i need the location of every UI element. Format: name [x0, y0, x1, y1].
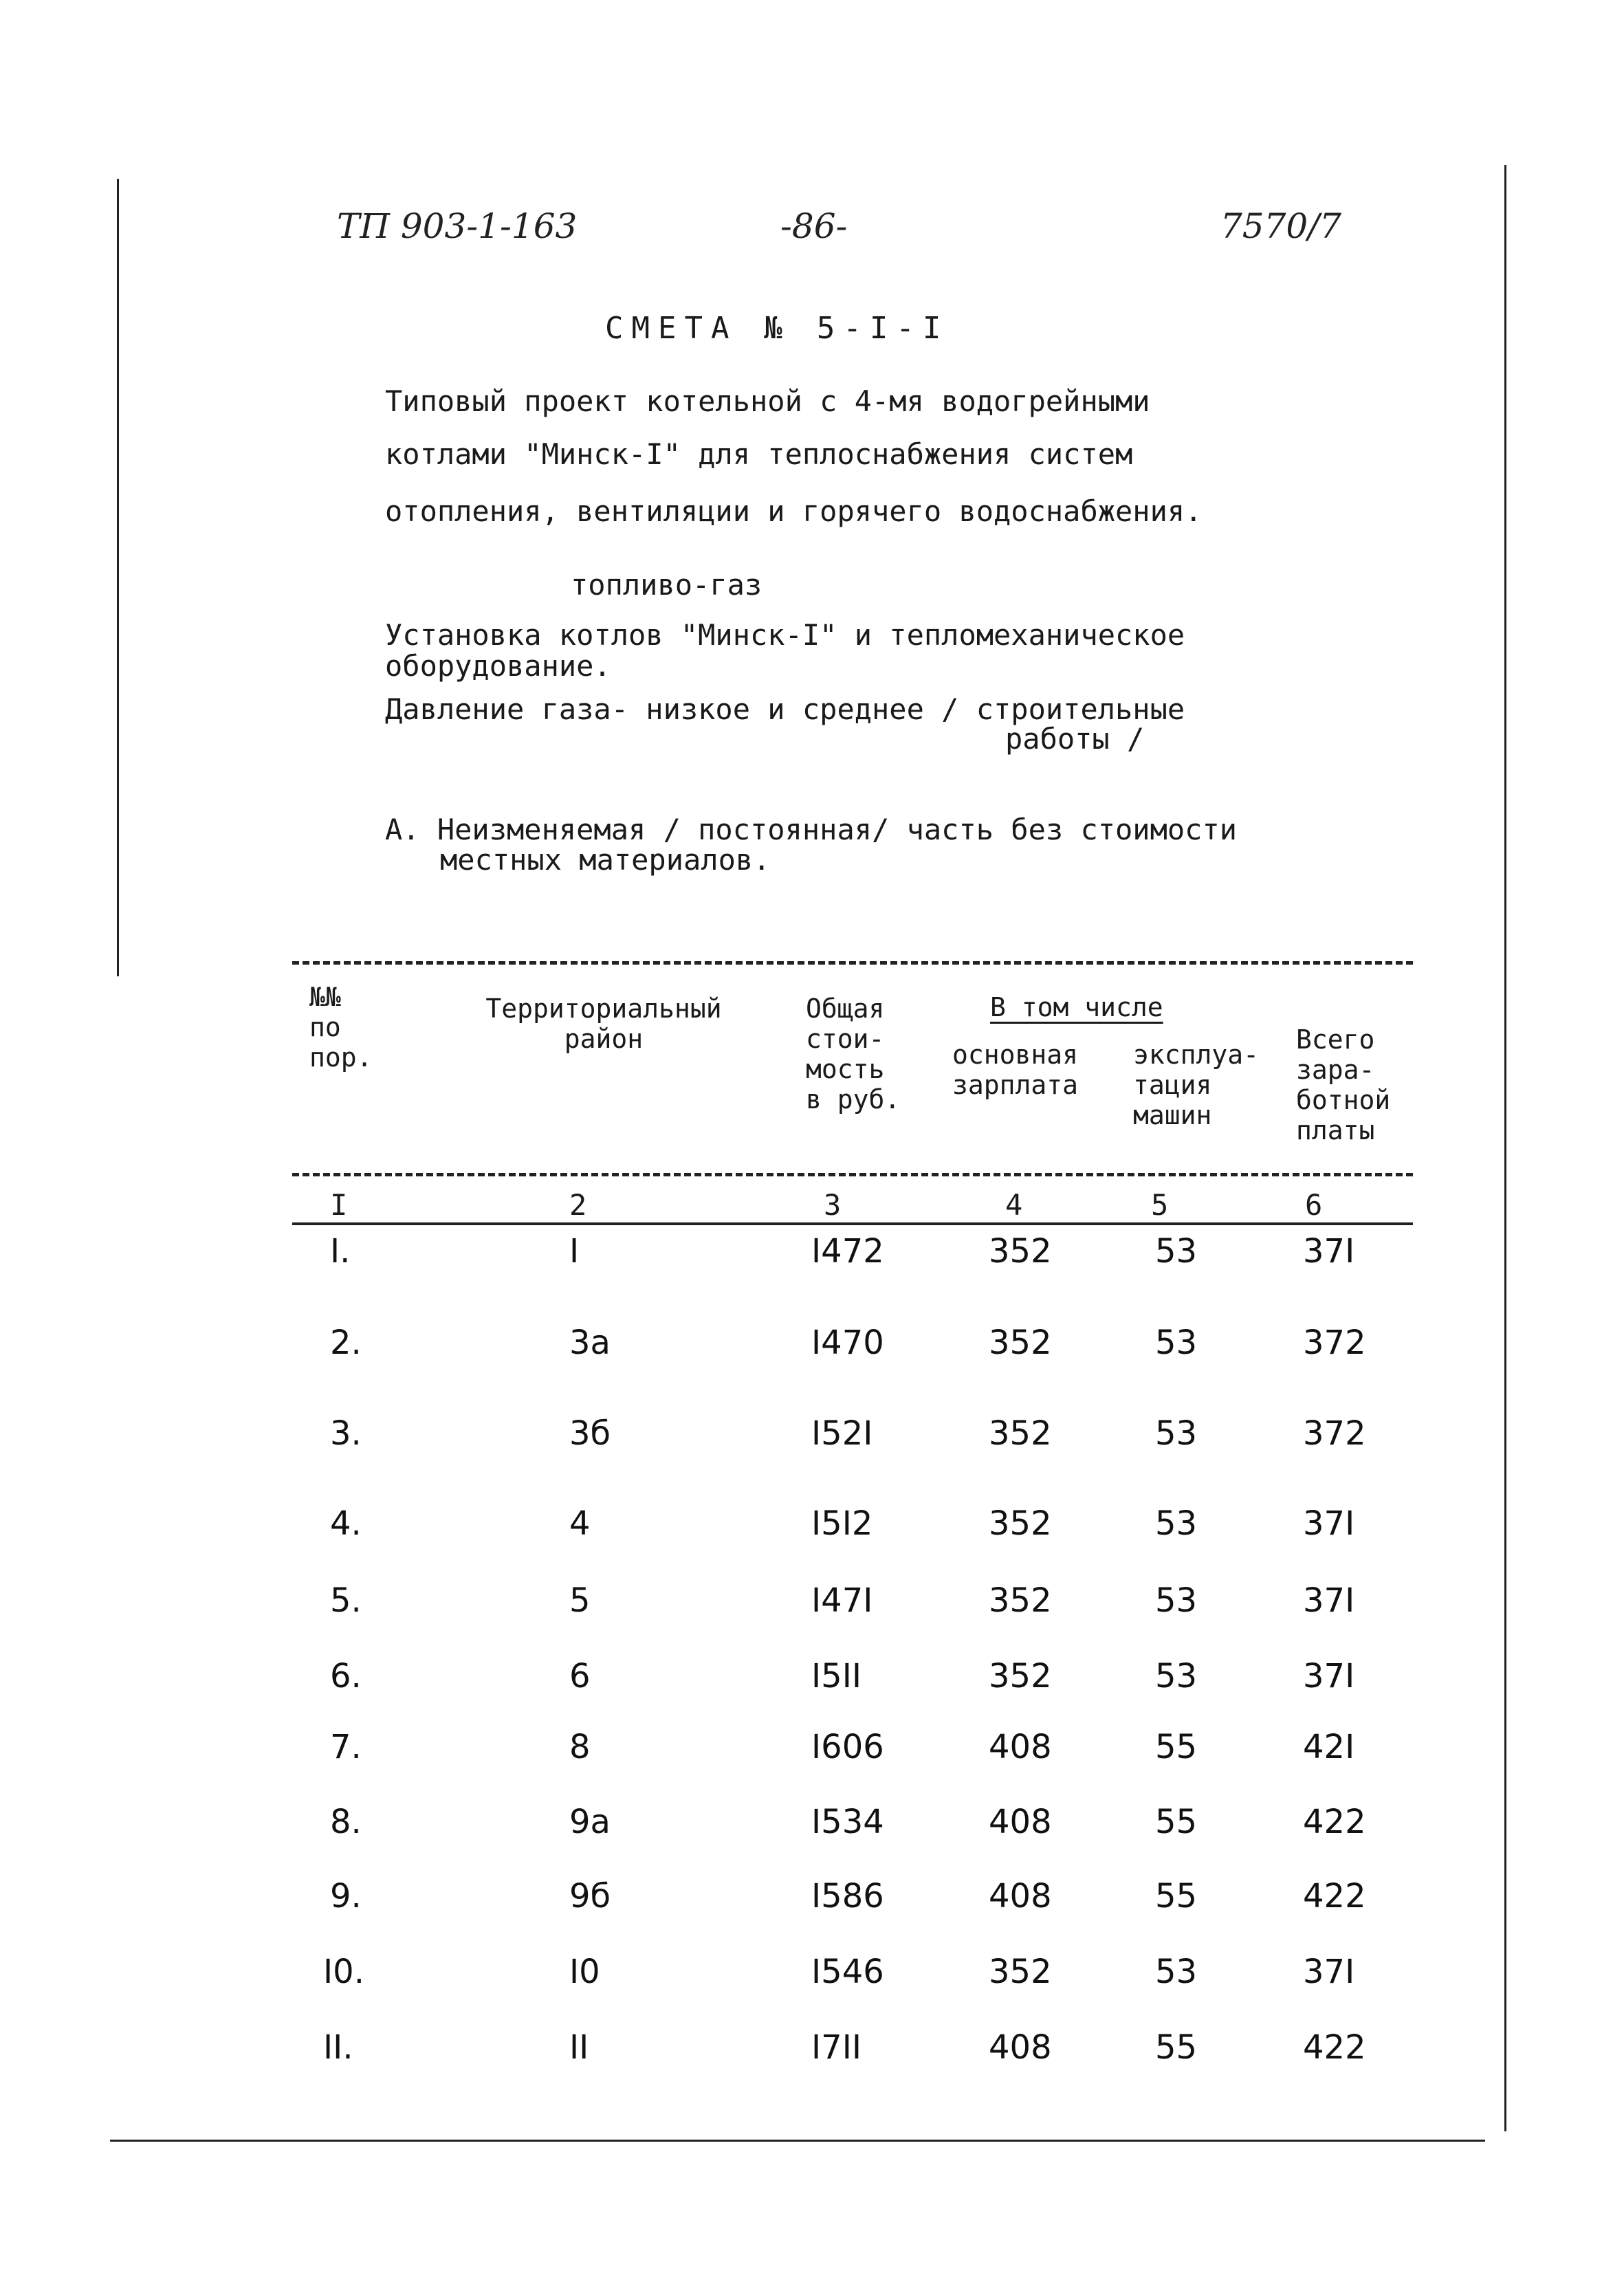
document-title: СМЕТА № 5-I-I — [605, 311, 950, 346]
row-6-salary: 352 — [989, 1657, 1052, 1695]
header-district: Территориальный район — [485, 993, 722, 1054]
row-3-district: 3б — [569, 1414, 611, 1453]
row-7-total-wages: 42I — [1303, 1728, 1355, 1766]
row-3-cost: I52I — [811, 1414, 873, 1453]
install-line-1: Установка котлов "Минск-I" и тепломеханическое — [385, 618, 1185, 652]
row-8-district: 9а — [569, 1803, 611, 1841]
row-9-machines: 55 — [1155, 1877, 1198, 1915]
intro-line-1: Типовый проект котельной с 4-мя водогрейными — [385, 384, 1150, 418]
row-6-cost: I5II — [811, 1657, 862, 1695]
left-margin-line — [117, 179, 119, 976]
row-2-district: 3а — [569, 1324, 611, 1362]
fuel-line: топливо-газ — [571, 568, 762, 602]
table-colnum-rule — [292, 1222, 1413, 1225]
row-11-cost: I7II — [811, 2028, 862, 2067]
colnum-1: I — [330, 1188, 348, 1222]
row-10-total-wages: 37I — [1303, 1953, 1355, 1991]
row-6-number: 6. — [330, 1657, 362, 1695]
colnum-5: 5 — [1151, 1188, 1169, 1222]
colnum-3: 3 — [824, 1188, 842, 1222]
row-8-machines: 55 — [1155, 1803, 1198, 1841]
row-2-cost: I470 — [811, 1324, 884, 1362]
row-4-number: 4. — [330, 1504, 362, 1543]
row-3-machines: 53 — [1155, 1414, 1198, 1453]
row-1-salary: 352 — [989, 1232, 1052, 1271]
sheet-number: 7570/7 — [1220, 206, 1341, 246]
document-code: ТП 903-1-163 — [337, 206, 578, 246]
row-11-machines: 55 — [1155, 2028, 1198, 2067]
row-9-district: 9б — [569, 1877, 611, 1915]
header-base-salary: основная зарплата — [952, 1040, 1079, 1100]
row-7-number: 7. — [330, 1728, 362, 1766]
row-5-cost: I47I — [811, 1581, 873, 1620]
row-3-total-wages: 372 — [1303, 1414, 1366, 1453]
row-5-total-wages: 37I — [1303, 1581, 1355, 1620]
row-10-cost: I546 — [811, 1953, 884, 1991]
row-5-number: 5. — [330, 1581, 362, 1620]
row-9-cost: I586 — [811, 1877, 884, 1915]
table-header-rule — [292, 1173, 1413, 1176]
row-8-salary: 408 — [989, 1803, 1052, 1841]
header-row-number: №№ по пор. — [309, 982, 373, 1073]
colnum-6: 6 — [1305, 1188, 1323, 1222]
row-11-total-wages: 422 — [1303, 2028, 1366, 2067]
row-4-district: 4 — [569, 1504, 591, 1543]
intro-line-3: отопления, вентиляции и горячего водоснабжения. — [385, 494, 1203, 528]
row-4-total-wages: 37I — [1303, 1504, 1355, 1543]
table-top-rule — [292, 961, 1413, 965]
row-11-number: II. — [323, 2028, 353, 2067]
part-a-line-1: А. Неизменяемая / постоянная/ часть без стоимости — [385, 813, 1238, 846]
row-6-total-wages: 37I — [1303, 1657, 1355, 1695]
row-1-district: I — [569, 1232, 580, 1271]
row-8-total-wages: 422 — [1303, 1803, 1366, 1841]
header-total-cost: Общая стои- мость в руб. — [806, 993, 901, 1114]
row-3-salary: 352 — [989, 1414, 1052, 1453]
row-5-salary: 352 — [989, 1581, 1052, 1620]
header-total-wages: Всего зара- ботной платы — [1296, 1024, 1391, 1145]
row-6-machines: 53 — [1155, 1657, 1198, 1695]
row-10-machines: 53 — [1155, 1953, 1198, 1991]
row-4-cost: I5I2 — [811, 1504, 873, 1543]
row-9-salary: 408 — [989, 1877, 1052, 1915]
row-10-district: I0 — [569, 1953, 600, 1991]
row-7-salary: 408 — [989, 1728, 1052, 1766]
row-10-number: I0. — [323, 1953, 364, 1991]
colnum-2: 2 — [569, 1188, 587, 1222]
row-7-machines: 55 — [1155, 1728, 1198, 1766]
row-4-machines: 53 — [1155, 1504, 1198, 1543]
row-1-number: I. — [330, 1232, 351, 1271]
row-5-district: 5 — [569, 1581, 591, 1620]
row-9-total-wages: 422 — [1303, 1877, 1366, 1915]
row-5-machines: 53 — [1155, 1581, 1198, 1620]
row-1-cost: I472 — [811, 1232, 884, 1271]
row-11-salary: 408 — [989, 2028, 1052, 2067]
row-1-total-wages: 37I — [1303, 1232, 1355, 1271]
pressure-line-1: Давление газа- низкое и среднее / строительные — [385, 692, 1185, 726]
header-machine-operation: эксплуа- тация машин — [1133, 1040, 1260, 1130]
row-8-cost: I534 — [811, 1803, 884, 1841]
bottom-rule — [110, 2140, 1485, 2142]
row-2-number: 2. — [330, 1324, 362, 1362]
row-6-district: 6 — [569, 1657, 591, 1695]
row-2-machines: 53 — [1155, 1324, 1198, 1362]
row-3-number: 3. — [330, 1414, 362, 1453]
right-margin-line — [1504, 165, 1506, 2131]
row-11-district: II — [569, 2028, 589, 2067]
row-2-salary: 352 — [989, 1324, 1052, 1362]
row-10-salary: 352 — [989, 1953, 1052, 1991]
row-1-machines: 53 — [1155, 1232, 1198, 1271]
row-9-number: 9. — [330, 1877, 362, 1915]
install-line-2: оборудование. — [385, 649, 611, 683]
row-4-salary: 352 — [989, 1504, 1052, 1543]
row-7-cost: I606 — [811, 1728, 884, 1766]
row-2-total-wages: 372 — [1303, 1324, 1366, 1362]
part-a-line-2: местных материалов. — [440, 843, 771, 877]
pressure-line-2: работы / — [1005, 722, 1145, 756]
page-number: -86- — [780, 206, 848, 246]
row-8-number: 8. — [330, 1803, 362, 1841]
header-group-including: В том числе — [990, 992, 1163, 1022]
row-7-district: 8 — [569, 1728, 591, 1766]
colnum-4: 4 — [1005, 1188, 1023, 1222]
intro-line-2: котлами "Минск-I" для теплоснабжения систем — [385, 437, 1133, 471]
